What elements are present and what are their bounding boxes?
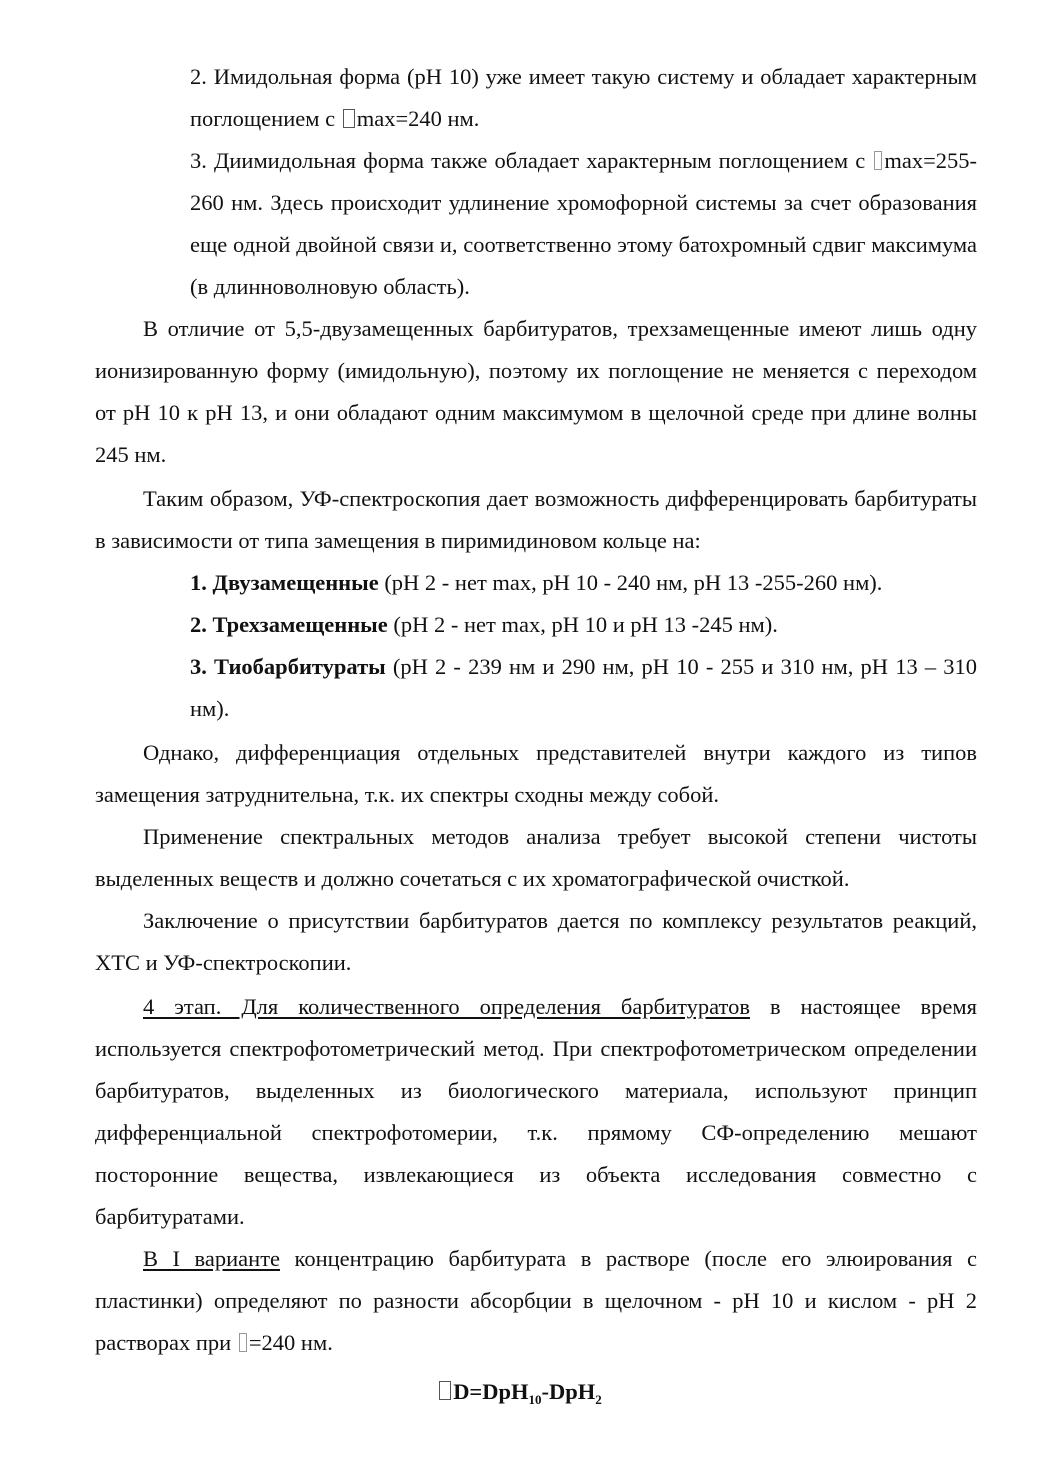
paragraph-variant-1 bbox=[95, 1238, 977, 1364]
type-item-disubstituted bbox=[190, 562, 977, 604]
formula-main: D=DpH bbox=[453, 1379, 529, 1404]
type-label: 1. Двузамещенные bbox=[190, 570, 379, 595]
type-label: 3. Тиобарбитураты bbox=[190, 654, 386, 679]
stage-4-text: в настоящее время используется спектрофотометрический метод. При спектрофотометрическом определении барбитуратов, выделенных из биологического материала, используют принцип дифференциальной спектрофотомерии, т.к. прямому СФ-определению мешают посторонние вещества, извлекающиеся из объекта исследования совместно с барбитуратами. bbox=[95, 994, 978, 1229]
delta-missing-glyph-icon bbox=[439, 1381, 451, 1400]
paragraph-stage-4 bbox=[95, 986, 977, 1238]
list-item-imidol-form bbox=[190, 56, 977, 140]
stage-4-heading: 4 этап. Для количественного определения барбитуратов bbox=[143, 994, 750, 1019]
type-text: (pH 2 - 239 нм и 290 нм, pH 10 - 255 и 310 нм, pH 13 – 310 нм). bbox=[190, 654, 977, 721]
formula-mid: -DpH bbox=[541, 1379, 596, 1404]
lambda-missing-glyph-icon bbox=[239, 1333, 247, 1352]
type-item-trisubstituted bbox=[190, 604, 977, 646]
formula-subscript-2: 2 bbox=[595, 1392, 602, 1407]
paragraph-however: Однако, дифференциация отдельных представителей внутри каждого из типов замещения затруднительна, т.к. их спектры сходны между собой. bbox=[95, 740, 977, 807]
type-item-thiobarbiturates bbox=[190, 646, 977, 730]
variant-1-heading: В I варианте bbox=[143, 1246, 281, 1271]
type-label: 2. Трехзамещенные bbox=[190, 612, 388, 637]
list-item-diimidol-form bbox=[190, 140, 977, 308]
item-number: 2. bbox=[190, 64, 207, 89]
formula-delta-d bbox=[0, 1375, 1039, 1417]
paragraph-spectral-methods: Применение спектральных методов анализа требует высокой степени чистоты выделенных веществ и должно сочетаться с их хроматографической очисткой. bbox=[95, 824, 977, 891]
formula-subscript-10: 10 bbox=[528, 1392, 542, 1407]
variant-1-text-end: =240 нм. bbox=[248, 1330, 333, 1355]
paragraph-uv-spectroscopy: Таким образом, УФ-спектроскопия дает возможность дифференцировать барбитураты в зависимости от типа замещения в пиримидиновом кольце на: bbox=[95, 486, 977, 553]
lambda-missing-glyph-icon bbox=[874, 151, 882, 170]
item-text-end: max=255-260 нм. Здесь происходит удлинение хромофорной системы за счет образования еще одной двойной связи и, соответственно этому батохромный сдвиг максимума (в длинноволновую область). bbox=[190, 148, 978, 299]
item-text: Диимидольная форма также обладает характерным поглощением с bbox=[214, 148, 873, 173]
variant-1-text: концентрацию барбитурата в растворе (после его элюирования с пластинки) определяют по разности абсорбции в щелочном - pH 10 и кислом - pH 2 растворах при bbox=[95, 1246, 977, 1355]
type-text: (pH 2 - нет max, pH 10 - 240 нм, pH 13 -255-260 нм). bbox=[378, 570, 883, 595]
item-number: 3. bbox=[190, 148, 207, 173]
item-text: Имидольная форма (pH 10) уже имеет такую систему и обладает характерным поглощением с bbox=[190, 64, 978, 131]
item-text-end: max=240 нм. bbox=[356, 106, 480, 131]
lambda-missing-glyph-icon bbox=[343, 109, 355, 128]
paragraph-trisubstituted: В отличие от 5,5-двузамещенных барбитуратов, трехзамещенные имеют лишь одну ионизированную форму (имидольную), поэтому их поглощение не меняется с переходом от pH 10 к pH 13, и они обладают одним максимумом в щелочной среде при длине волны 245 нм. bbox=[95, 316, 977, 467]
paragraph-conclusion: Заключение о присутствии барбитуратов дается по комплексу результатов реакций, ХТС и УФ-спектроскопии. bbox=[95, 908, 977, 975]
type-text: (pH 2 - нет max, pH 10 и pH 13 -245 нм). bbox=[387, 612, 778, 637]
